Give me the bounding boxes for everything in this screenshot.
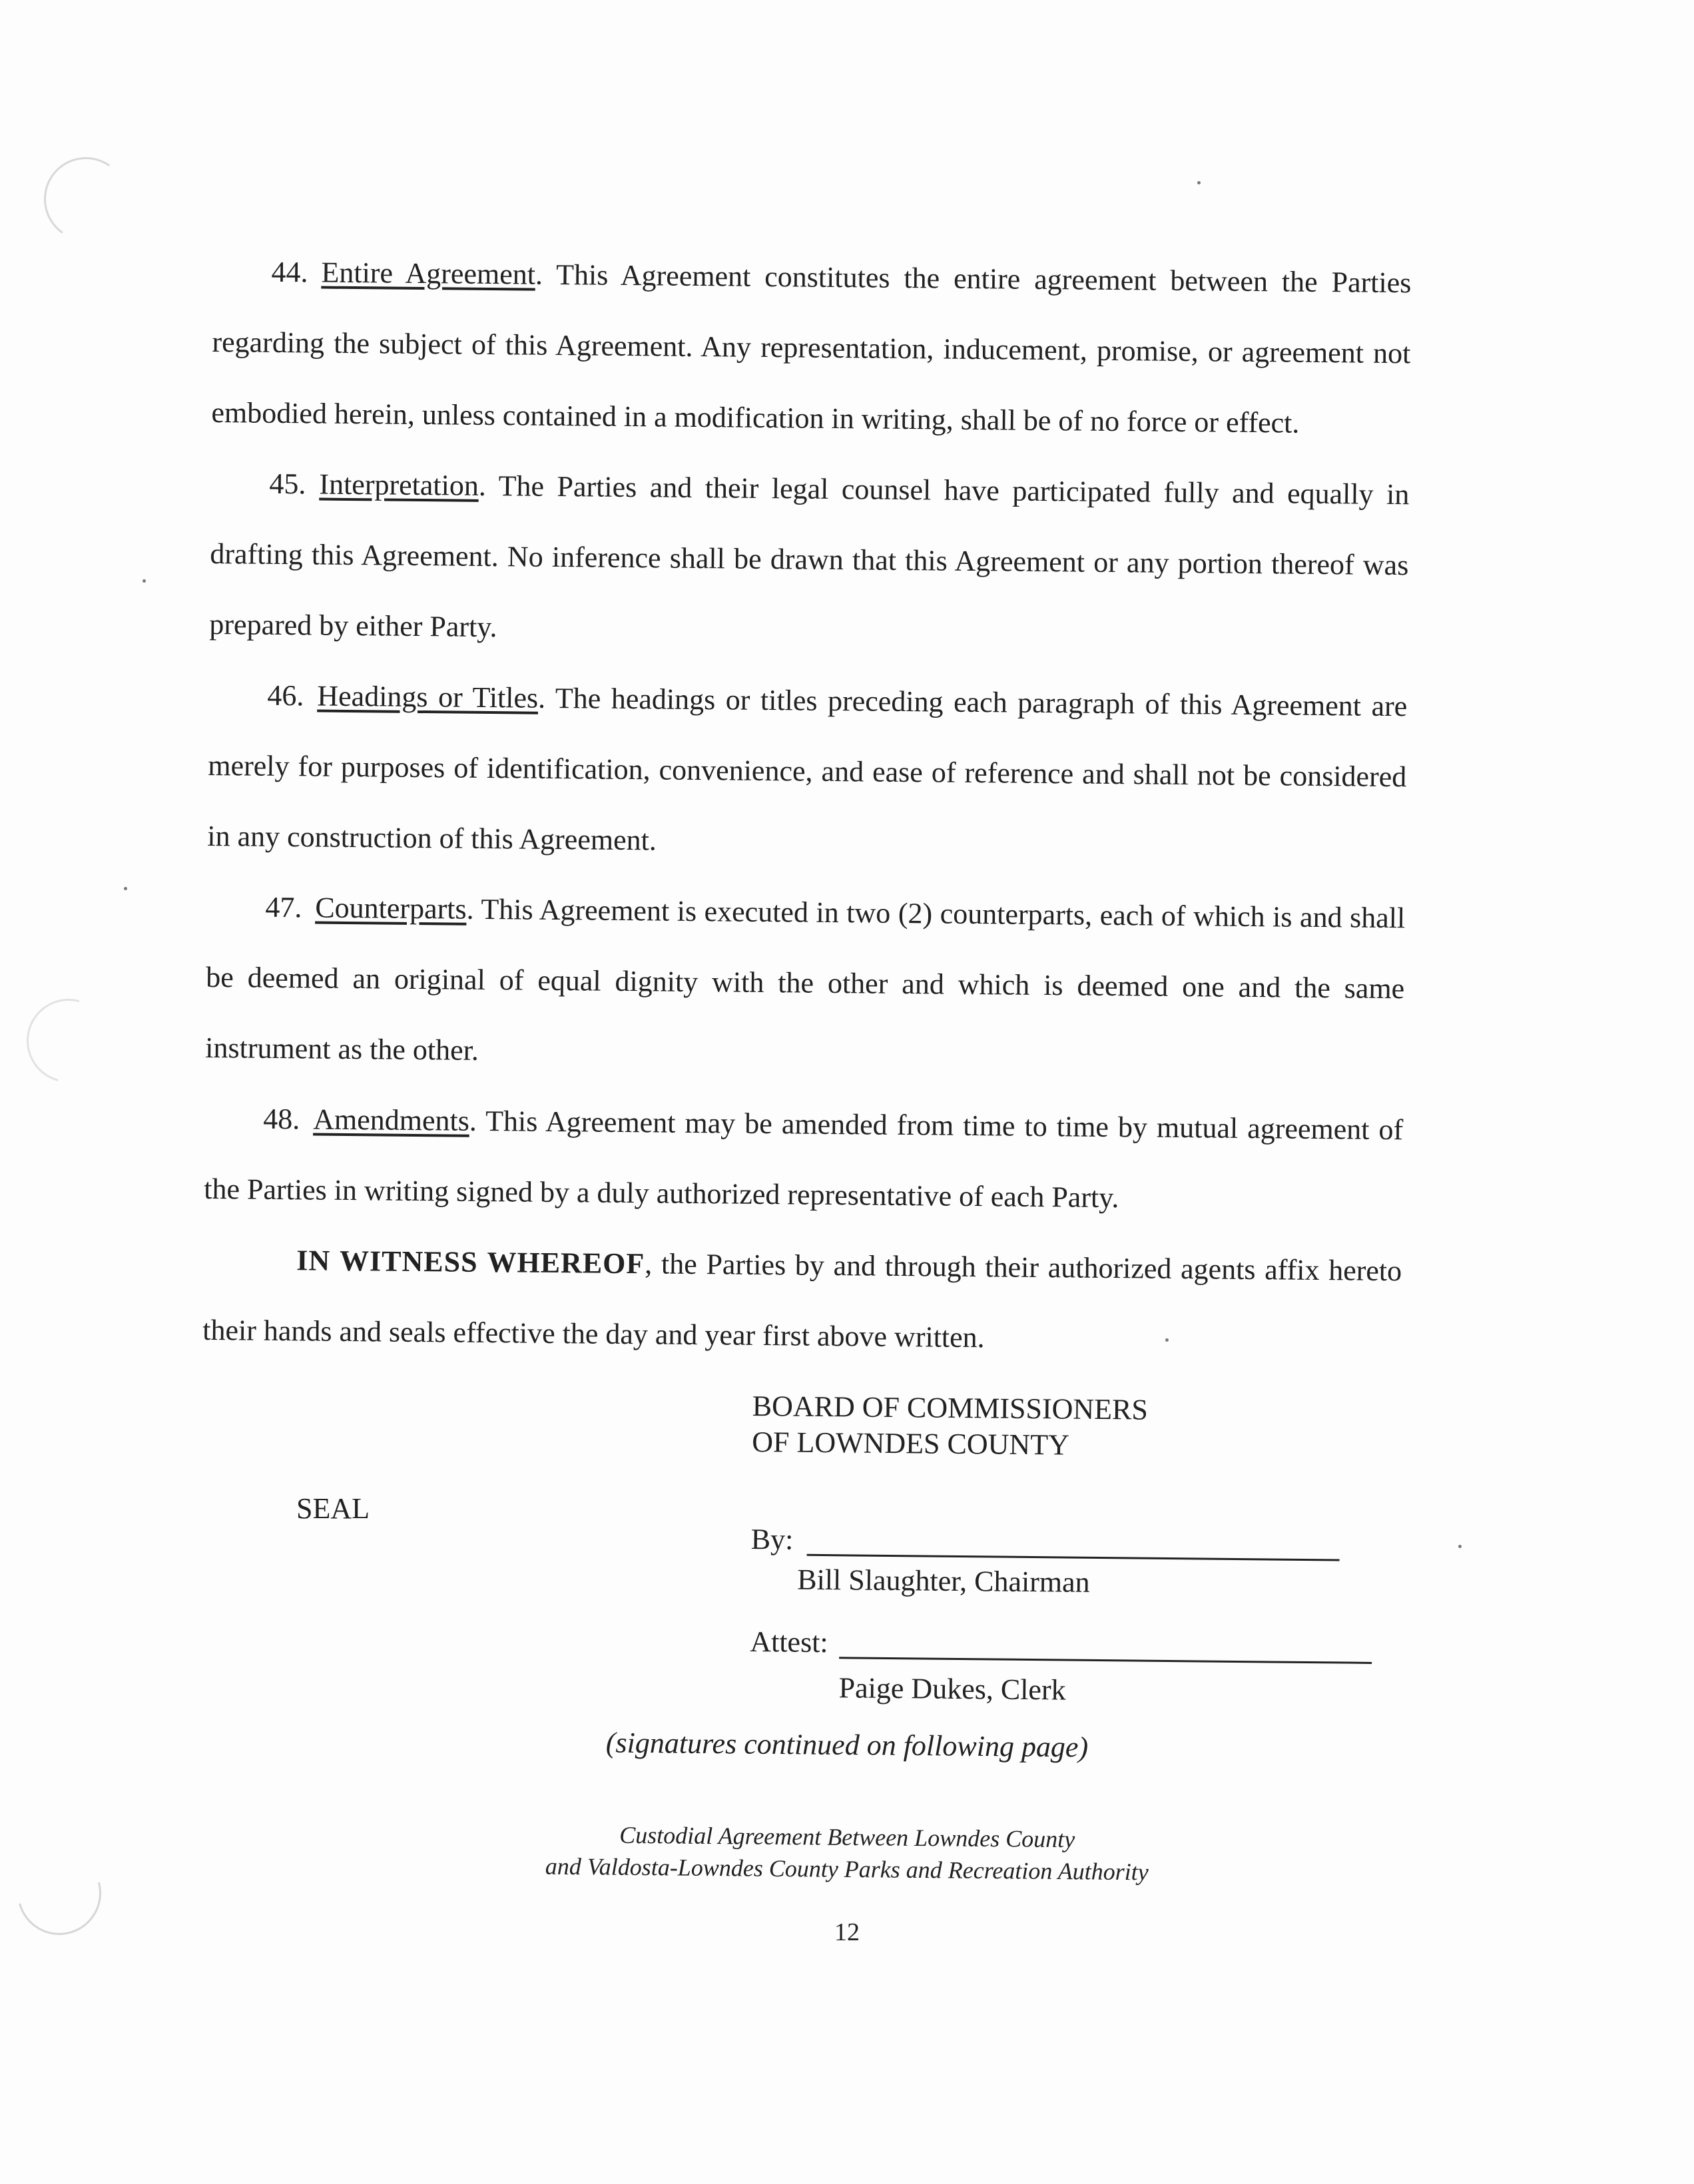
board-name-line1: BOARD OF COMMISSIONERS <box>752 1390 1149 1426</box>
paragraph-number: 47. <box>265 890 302 924</box>
by-signature-row <box>751 1521 1417 1564</box>
document-footer <box>0 1813 1694 1893</box>
paragraph-44 <box>211 236 1412 459</box>
paragraph-heading: Headings or Titles <box>317 679 539 714</box>
paragraph-number: 44. <box>271 255 308 289</box>
seal-label: SEAL <box>296 1492 370 1525</box>
paragraph-48 <box>204 1083 1404 1236</box>
paragraph-number: 45. <box>269 467 306 501</box>
scan-speck <box>124 887 127 890</box>
by-signatory-name: Bill Slaughter, Chairman <box>797 1563 1090 1599</box>
paragraph-text: . This Agreement constitutes the entire agreement between the Parties regarding the subject of this Agreement. Any representation, inducement, promise, or agreement not embodied herein, unless contained in a modification in writing, shall be of no force or effect. <box>211 258 1412 439</box>
witness-lead: IN WITNESS WHEREOF <box>296 1244 645 1280</box>
witness-clause <box>202 1225 1402 1377</box>
by-name-row <box>750 1557 1416 1600</box>
attest-label: Attest: <box>750 1625 828 1659</box>
page-number: 12 <box>834 1918 860 1946</box>
agreement-body <box>202 236 1412 1377</box>
paragraph-heading: Entire Agreement <box>321 256 536 291</box>
paragraph-heading: Interpretation <box>319 467 479 502</box>
by-label: By: <box>750 1522 794 1556</box>
scan-speck <box>1458 1545 1462 1548</box>
paragraph-text: . The headings or titles preceding each paragraph of this Agreement are merely for purposes of identification, convenience, and ease of reference and shall not be considered in any construction of this Agreement. <box>207 681 1408 857</box>
hole-punch-mark <box>37 150 135 248</box>
paragraph-heading: Counterparts <box>315 891 467 926</box>
paragraph-number: 48. <box>263 1102 300 1136</box>
footer-line2: and Valdosta-Lowndes County Parks and Recreation Authority <box>545 1852 1149 1886</box>
footer-line1: Custodial Agreement Between Lowndes County <box>619 1821 1075 1853</box>
paragraph-text: . This Agreement may be amended from time to time by mutual agreement of the Parties in writing signed by a duly authorized representative of each Party. <box>204 1104 1404 1215</box>
paragraph-46 <box>207 660 1408 883</box>
scan-speck <box>142 579 146 583</box>
scan-speck <box>1197 181 1201 184</box>
attest-signatory-name: Paige Dukes, Clerk <box>838 1671 1066 1707</box>
paragraph-number: 46. <box>267 679 304 712</box>
continued-note: (signatures continued on following page) <box>605 1726 1089 1764</box>
witness-text: , the Parties by and through their authorized agents affix hereto their hands and seals effective the day and year first above written. <box>202 1247 1402 1354</box>
paragraph-47 <box>205 872 1406 1095</box>
paragraph-heading: Amendments <box>313 1103 470 1137</box>
paragraph-text: . This Agreement is executed in two (2) counterparts, each of which is and shall be deemed an original of equal dignity with the other and which is deemed one and the same instrument as the other. <box>205 892 1406 1067</box>
paragraph-45 <box>209 448 1410 671</box>
hole-punch-mark <box>11 983 126 1098</box>
signature-block <box>750 1388 1418 1707</box>
paragraph-text: . The Parties and their legal counsel have participated fully and equally in drafting this Agreement. No inference shall be drawn that this Agreement or any portion thereof was prepared by either Party. <box>209 469 1410 644</box>
board-name-line2: OF LOWNDES COUNTY <box>751 1425 1070 1462</box>
attest-signature-row <box>750 1624 1416 1667</box>
attest-name-row <box>750 1660 1416 1707</box>
